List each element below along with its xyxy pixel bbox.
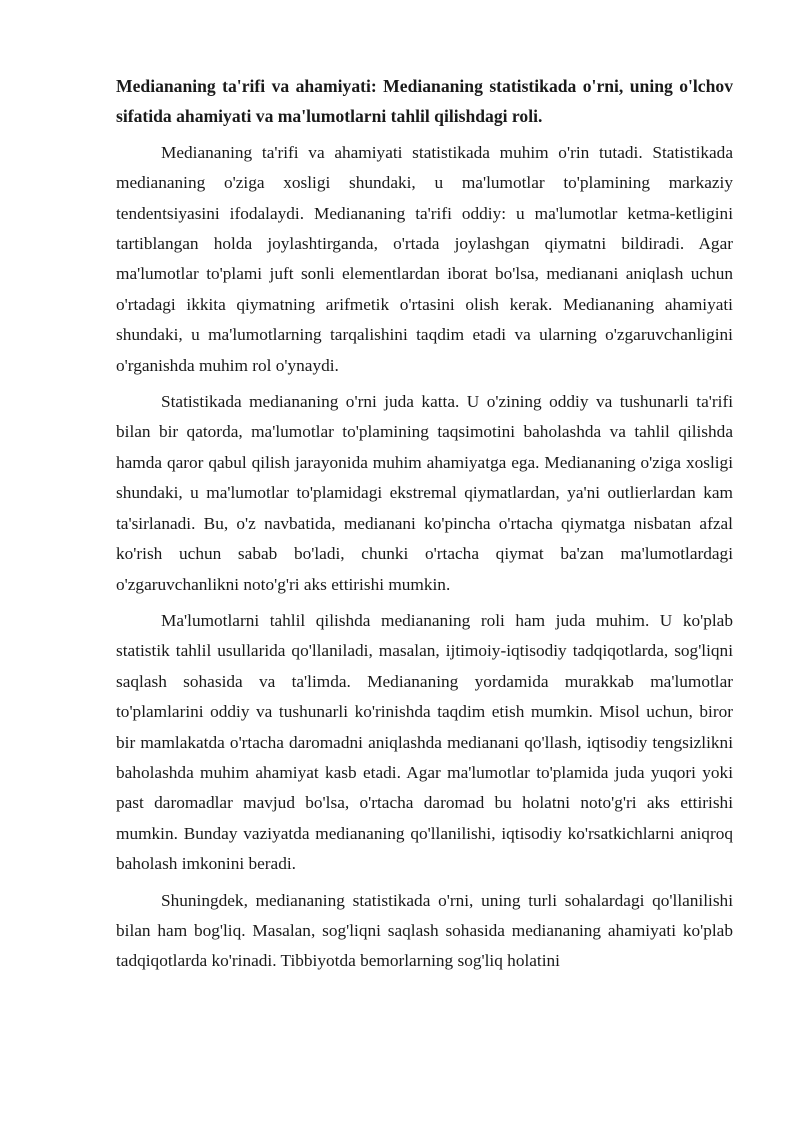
- document-title: Mediananing ta'rifi va ahamiyati: Mediananing statistikada o'rni, uning o'lchov sifatida ahamiyati va ma'lumotlarni tahlil qilishdagi roli.: [116, 76, 733, 127]
- paragraph-definition: Mediananing ta'rifi va ahamiyati statistikada muhim o'rin tutadi. Statistikada mediananing o'ziga xosligi shundaki, u ma'lumotlar to'plamining markaziy tendentsiyasini ifodalaydi. Mediananing ta'rifi oddiy: u ma'lumotlar ketma-ketligini tartiblangan holda joylashtirganda, o'rtada joylashgan qiymatni bildiradi. Agar ma'lumotlar to'plami juft sonli elementlardan iborat bo'lsa, medianani aniqlash uchun o'rtadagi ikkita qiymatning arifmetik o'rtasini olish kerak. Mediananing ahamiyati shundaki, u ma'lumotlarning tarqalishini taqdim etadi va ularning o'zgaruvchanligini o'rganishda muhim rol o'ynaydi.: [116, 142, 733, 375]
- paragraph-data-analysis: Ma'lumotlarni tahlil qilishda mediananing roli ham juda muhim. U ko'plab statistik tahlil usullarida qo'llaniladi, masalan, ijtimoiy-iqtisodiy tadqiqotlarda, sog'liqni saqlash sohasida va ta'limda. Mediananing yordamida murakkab ma'lumotlar to'plamlarini oddiy va tushunarli ko'rinishda taqdim etish mumkin. Misol uchun, biror bir mamlakatda o'rtacha daromadni aniqlashda medianani qo'llash, iqtisodiy tengsizlikni baholashda muhim ahamiyat kasb etadi. Agar ma'lumotlar to'plamida juda yuqori yoki past daromadlar mavjud bo'lsa, o'rtacha daromad bu holatni noto'g'ri aks ettirishi mumkin. Bunday vaziyatda mediananing qo'llanilishi, iqtisodiy ko'rsatkichlarni aniqroq baholash imkonini beradi.: [116, 610, 733, 874]
- document-body: [116, 71, 733, 983]
- paragraph-applications: Shuningdek, mediananing statistikada o'rni, uning turli sohalardagi qo'llanilishi bilan ham bog'liq. Masalan, sog'liqni saqlash sohasida mediananing ahamiyati ko'plab tadqiqotlarda ko'rinadi. Tibbiyotda bemorlarning sog'liq holatini: [116, 890, 733, 971]
- paragraph-role-in-statistics: Statistikada mediananing o'rni juda katta. U o'zining oddiy va tushunarli ta'rifi bilan bir qatorda, ma'lumotlar to'plamining taqsimotini baholashda va tahlil qilishda hamda qaror qabul qilish jarayonida muhim ahamiyatga ega. Mediananing o'ziga xosligi shundaki, u ma'lumotlar to'plamidagi ekstremal qiymatlardan, ya'ni outlierlardan kam ta'sirlanadi. Bu, o'z navbatida, medianani ko'pincha o'rtacha qiymatga nisbatan afzal ko'rish uchun sabab bo'ladi, chunki o'rtacha qiymat ba'zan ma'lumotlardagi o'zgaruvchanlikni noto'g'ri aks ettirishi mumkin.: [116, 392, 733, 594]
